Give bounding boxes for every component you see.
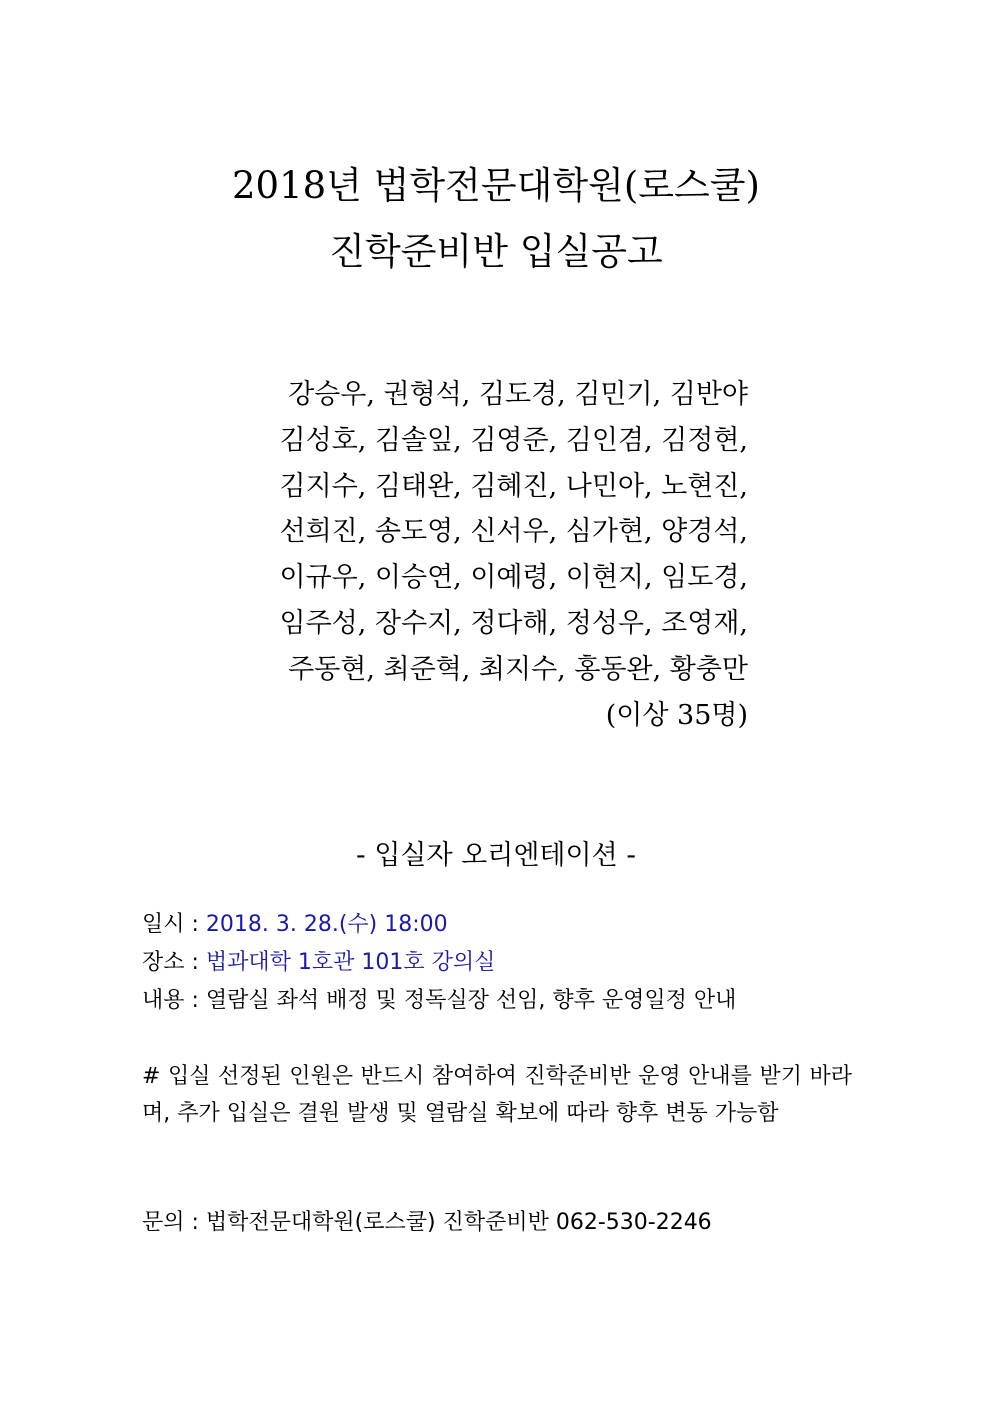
- name-row: 임주성, 장수지, 정다해, 정성우, 조영재,: [279, 607, 748, 639]
- orientation-place: [142, 948, 495, 978]
- orientation-date: [142, 910, 448, 940]
- name-total: (이상 35명): [605, 699, 748, 731]
- name-row: 주동현, 최준혁, 최지수, 홍동완, 황충만: [288, 653, 748, 685]
- date-label: 일시 :: [142, 912, 206, 937]
- orientation-heading: - 입실자 오리엔테이션 -: [356, 840, 636, 871]
- place-label: 장소 :: [142, 950, 206, 975]
- name-row: 김지수, 김태완, 김혜진, 나민아, 노현진,: [279, 470, 748, 502]
- title-line-1: 2018년 법학전문대학원(로스쿨): [232, 164, 760, 207]
- content-label: 내용 :: [142, 988, 206, 1013]
- name-row: 김성호, 김솔잎, 김영준, 김인겸, 김정현,: [279, 424, 748, 456]
- notice-paragraph: # 입실 선정된 인원은 반드시 참여하여 진학준비반 운영 안내를 받기 바라며, 추가 입실은 결원 발생 및 열람실 확보에 따라 향후 변동 가능함: [142, 1064, 852, 1126]
- orientation-content: [142, 986, 736, 1016]
- contact-info: 문의 : 법학전문대학원(로스쿨) 진학준비반 062-530-2246: [142, 1210, 712, 1235]
- name-row: 선희진, 송도영, 신서우, 심가현, 양경석,: [279, 516, 748, 548]
- name-row: 이규우, 이승연, 이예령, 이현지, 임도경,: [279, 562, 748, 594]
- content-value: 열람실 좌석 배정 및 정독실장 선임, 향후 운영일정 안내: [205, 988, 737, 1013]
- title-line-2: 진학준비반 입실공고: [329, 230, 663, 273]
- student-name-list: [280, 372, 748, 738]
- date-value: 2018. 3. 28.(수) 18:00: [205, 912, 448, 937]
- place-value: 법과대학 1호관 101호 강의실: [205, 950, 496, 975]
- name-row: 강승우, 권형석, 김도경, 김민기, 김반야: [288, 379, 748, 410]
